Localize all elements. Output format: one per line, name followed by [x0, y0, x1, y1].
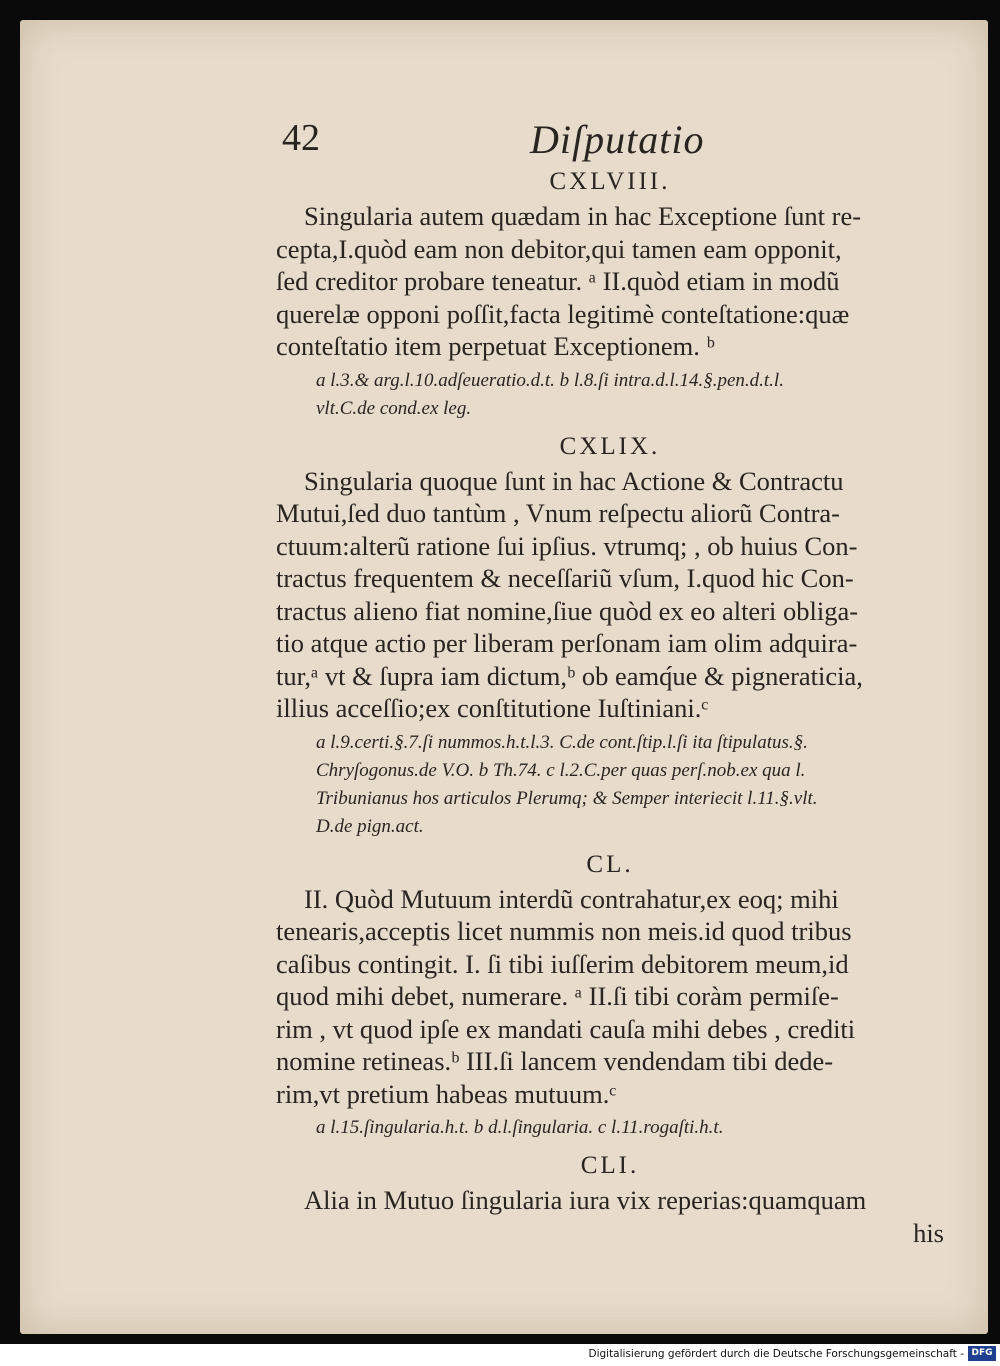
section-text	[276, 465, 944, 725]
text-line: cepta,I.quòd eam non debitor,qui tamen eam opponit,	[276, 233, 842, 264]
running-head: Diſputatio	[530, 117, 705, 162]
text-line: tenearis,acceptis licet nummis non meis.id quod tribus	[276, 916, 852, 946]
text-line: caſibus contingit. I. ſi tibi iuſſerim debitorem meum,id	[276, 948, 849, 979]
text-line: tractus frequentem & neceſſariũ vſum, I.quod hic Con-	[276, 563, 854, 593]
text-line: II. Quòd Mutuum interdũ contrahatur,ex eoq; mihi	[304, 883, 839, 914]
dfg-logo: DFG	[968, 1346, 996, 1361]
section-heading: CL.	[586, 850, 634, 878]
text-line: conteſtatio item perpetuat Exceptionem. ᵇ	[276, 331, 715, 361]
note-line: a l.9.certi.§.7.ſi nummos.h.t.l.3. C.de cont.ſtip.l.ſi ita ſtipulatus.§.	[316, 731, 808, 753]
note-line: Tribunianus hos articulos Plerumq; & Semper interiecit l.11.§.vlt.	[316, 787, 818, 809]
text-line: Alia in Mutuo ſingularia iura vix reperias:quamquam	[304, 1185, 867, 1215]
text-line: tio atque actio per liberam perſonam iam olim adquira-	[276, 628, 858, 658]
note-line: vlt.C.de cond.ex leg.	[316, 397, 472, 419]
text-line: Singularia autem quædam in hac Exceptione ſunt re-	[304, 201, 862, 231]
note-line: D.de pign.act.	[316, 815, 424, 837]
text-line: rim , vt quod ipſe ex mandati cauſa mihi debes , crediti	[276, 1013, 856, 1044]
page-number: 42	[282, 117, 320, 159]
text-line: tur,ᵃ vt & ſupra iam dictum,ᵇ ob eamq́ue & pigneraticia,	[276, 660, 863, 691]
section-cxlviii	[276, 164, 944, 423]
funding-credit: Digitalisierung gefördert durch die Deutsche Forschungsgemeinschaft -	[588, 1348, 964, 1360]
footnotes	[316, 1114, 944, 1142]
text-line: ſed creditor probare teneatur. ᵃ II.quòd etiam in modũ	[276, 266, 840, 296]
book-page	[20, 20, 988, 1334]
section-text	[276, 883, 944, 1111]
footnotes	[316, 367, 944, 423]
text-line: Singularia quoque ſunt in hac Actione & Contractu	[304, 465, 844, 496]
text-line: Mutui,ſed duo tantùm , Vnum reſpectu aliorũ Contra-	[276, 498, 841, 528]
section-cxlix	[276, 429, 944, 841]
section-cl	[276, 847, 944, 1143]
section-heading: CXLVIII.	[549, 168, 671, 195]
text-line: ctuum:alterũ ratione ſui ipſius. vtrumq; , ob huius Con-	[276, 530, 858, 561]
section-text	[276, 200, 944, 363]
section-text	[276, 1184, 944, 1249]
text-line: illius acceſſio;ex conſtitutione Iuſtiniani.ᶜ	[276, 693, 709, 723]
text-line: quod mihi debet, numerare. ᵃ II.ſi tibi coràm permiſe-	[276, 981, 839, 1011]
digitization-footer	[0, 1344, 1000, 1366]
page-header	[276, 100, 944, 164]
text-line: rim,vt pretium habeas mutuum.ᶜ	[276, 1078, 617, 1109]
page-content	[276, 100, 944, 1249]
catchword: his	[913, 1217, 944, 1248]
section-heading: CLI.	[580, 1152, 640, 1179]
text-line: nomine retineas.ᵇ III.ſi lancem vendendam tibi dede-	[276, 1046, 834, 1076]
footnotes	[316, 729, 944, 841]
note-line: a l.3.& arg.l.10.adſeueratio.d.t. b l.8.ſi intra.d.l.14.§.pen.d.t.l.	[316, 369, 784, 391]
section-cli	[276, 1148, 944, 1249]
note-line: Chryſogonus.de V.O. b Th.74. c l.2.C.per quas perſ.nob.ex qua l.	[316, 759, 806, 781]
section-heading: CXLIX.	[559, 432, 661, 460]
text-line: tractus alieno fiat nomine,ſiue quòd ex eo alteri obliga-	[276, 595, 859, 626]
text-line: querelæ opponi poſſit,facta legitimè conteſtatione:quæ	[276, 298, 850, 329]
note-line: a l.15.ſingularia.h.t. b d.l.ſingularia. c l.11.rogaſti.h.t.	[316, 1117, 724, 1138]
